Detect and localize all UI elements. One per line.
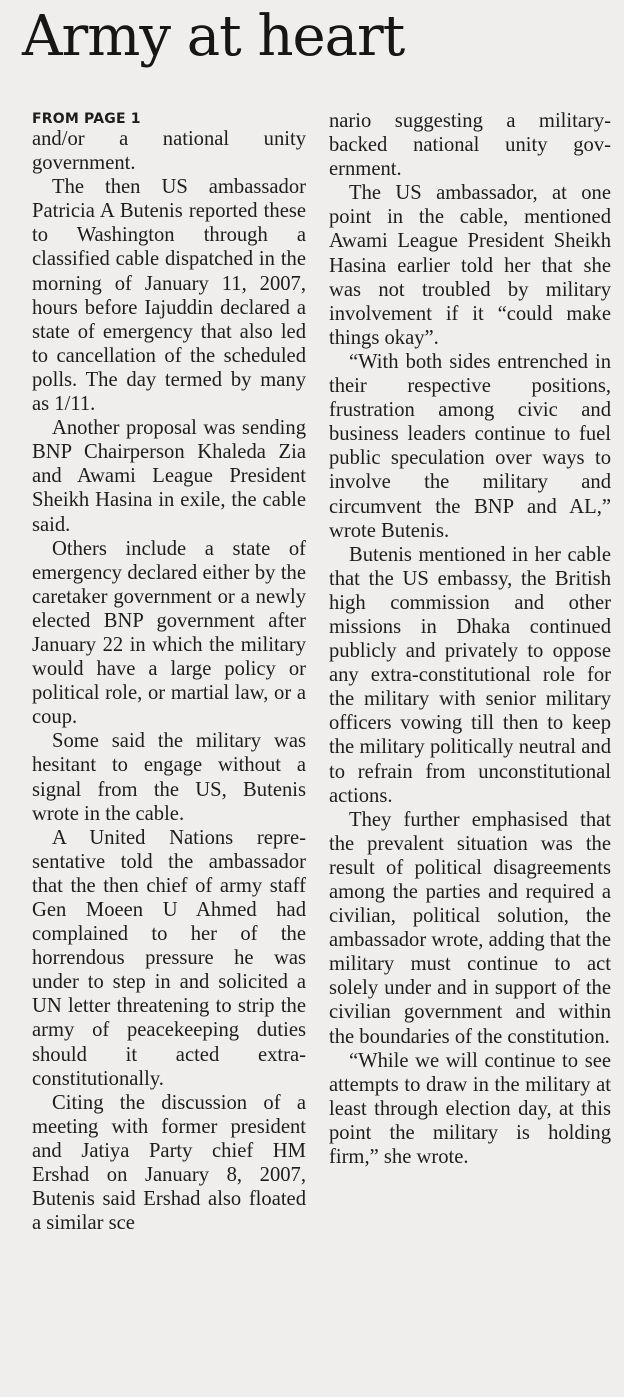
paragraph: The US ambassador, at one point in the cable, mentioned Awami League President Sheikh Hasina earlier told her that she was not troubled by military involvement if it “could make things okay”.: [329, 182, 611, 349]
paragraph: Another proposal was sending BNP Chairperson Khaleda Zia and Awami League President Sheikh Hasina in exile, the cable said.: [32, 417, 306, 536]
paragraph: Citing the discussion of a meeting with former president and Jatiya Party chief HM Ershad on January 8, 2007, Butenis said Ershad also floated a similar sce: [32, 1091, 306, 1235]
paragraph: They further emphasised that the prevalent situation was the result of political disagreements among the parties and required a civilian, political solution, the ambassador wrote, adding that the military must continue to act solely under and in support of the civilian government and within the boundaries of the constitution.: [329, 808, 611, 1048]
paragraph: nario suggesting a military-backed national unity government.: [329, 110, 611, 181]
kicker-from-page: FROM PAGE 1: [32, 111, 141, 127]
paragraph: The then US ambassador Patricia A Butenis reported these to Washington through a classified cable dispatched in the morning of January 11, 2007, hours before Iajuddin declared a state of emergency that also led to cancellation of the scheduled polls. The day termed by many as 1/11.: [32, 176, 306, 416]
article-column-left: [32, 109, 306, 1235]
paragraph: Others include a state of emergency declared either by the caretaker government or a newly elected BNP government after January 22 in which the military would have a large policy or political role, or martial law, or a coup.: [32, 537, 306, 729]
headline: Army at heart: [22, 4, 405, 69]
paragraph: Some said the military was hesitant to engage without a signal from the US, Butenis wrote in the cable.: [32, 730, 306, 825]
paragraph: “With both sides entrenched in their respective positions, frustration among civic and business leaders continue to fuel public speculation over ways to involve the military and circumvent the BNP and AL,” wrote Butenis.: [329, 350, 611, 542]
paragraph: “While we will continue to see attempts to draw in the military at least through election day, at this point the military is holding firm,” she wrote.: [329, 1049, 611, 1169]
article-column-right: [329, 109, 611, 1169]
paragraph: Butenis mentioned in her cable that the US embassy, the British high commission and other missions in Dhaka continued publicly and privately to oppose any extra-constitutional role for the military with senior military officers vowing till then to keep the military politically neutral and to refrain from unconstitutional actions.: [329, 543, 611, 807]
paragraph: and/or a national unity government.: [32, 128, 306, 175]
paragraph: A United Nations representative told the ambassador that the then chief of army staff Gen Moeen U Ahmed had complained to her of the horrendous pressure he was under to step in and solicited a UN letter threatening to strip the army of peacekeeping duties should it acted extra-constitutionally.: [32, 826, 306, 1090]
